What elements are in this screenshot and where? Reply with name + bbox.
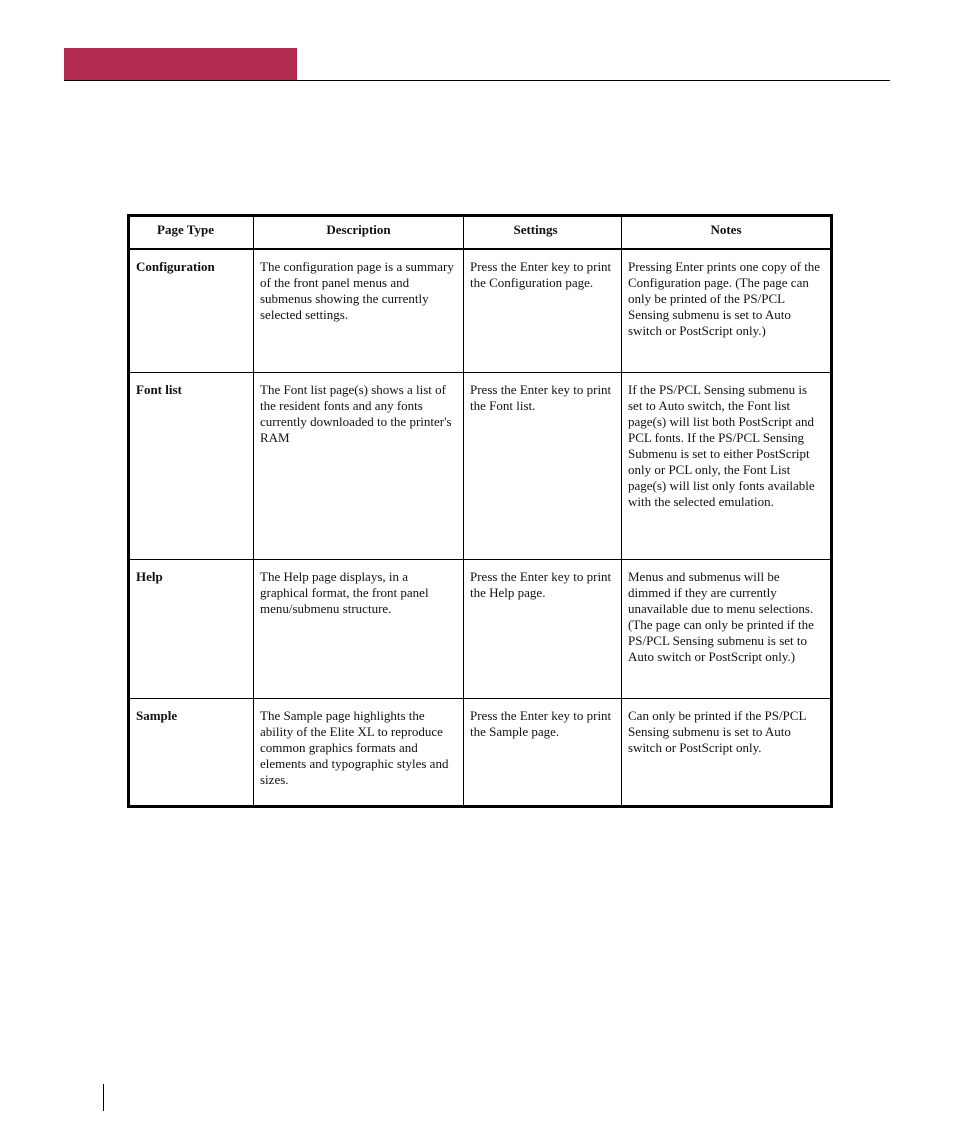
cell-description: The Help page displays, in a graphical format, the front panel menu/submenu structure. xyxy=(254,559,464,698)
table-header-row xyxy=(129,216,832,249)
cell-notes: Menus and submenus will be dimmed if they are currently unavailable due to menu selections. (The page can only be printed if the PS/PCL Sensing submenu is set to Auto switch or PostScript only.) xyxy=(622,559,832,698)
header-page-type: Page Type xyxy=(129,216,254,249)
header-notes: Notes xyxy=(622,216,832,249)
table-row xyxy=(129,249,832,373)
table-row xyxy=(129,698,832,806)
footer-margin-rule xyxy=(103,1084,104,1111)
table-row xyxy=(129,559,832,698)
cell-settings: Press the Enter key to print the Sample page. xyxy=(464,698,622,806)
print-pages-table xyxy=(127,214,833,808)
cell-settings: Press the Enter key to print the Configuration page. xyxy=(464,249,622,373)
cell-description: The configuration page is a summary of the front panel menus and submenus showing the currently selected settings. xyxy=(254,249,464,373)
cell-page-type: Help xyxy=(129,559,254,698)
header-description: Description xyxy=(254,216,464,249)
cell-page-type: Font list xyxy=(129,372,254,559)
cell-notes: Can only be printed if the PS/PCL Sensing submenu is set to Auto switch or PostScript only. xyxy=(622,698,832,806)
table-row xyxy=(129,372,832,559)
header-rule xyxy=(64,80,890,81)
cell-settings: Press the Enter key to print the Help page. xyxy=(464,559,622,698)
cell-notes: If the PS/PCL Sensing submenu is set to Auto switch, the Font list page(s) will list both PostScript and PCL fonts. If the PS/PCL Sensing Submenu is set to either PostScript only or PCL only, the Font List page(s) will list only fonts available with the selected emulation. xyxy=(622,372,832,559)
cell-page-type: Sample xyxy=(129,698,254,806)
cell-description: The Sample page highlights the ability of the Elite XL to reproduce common graphics formats and elements and typographic styles and sizes. xyxy=(254,698,464,806)
cell-settings: Press the Enter key to print the Font list. xyxy=(464,372,622,559)
header-settings: Settings xyxy=(464,216,622,249)
cell-description: The Font list page(s) shows a list of the resident fonts and any fonts currently downloaded to the printer's RAM xyxy=(254,372,464,559)
cell-notes: Pressing Enter prints one copy of the Configuration page. (The page can only be printed of the PS/PCL Sensing submenu is set to Auto switch or PostScript only.) xyxy=(622,249,832,373)
header-color-tab xyxy=(64,48,297,80)
cell-page-type: Configuration xyxy=(129,249,254,373)
